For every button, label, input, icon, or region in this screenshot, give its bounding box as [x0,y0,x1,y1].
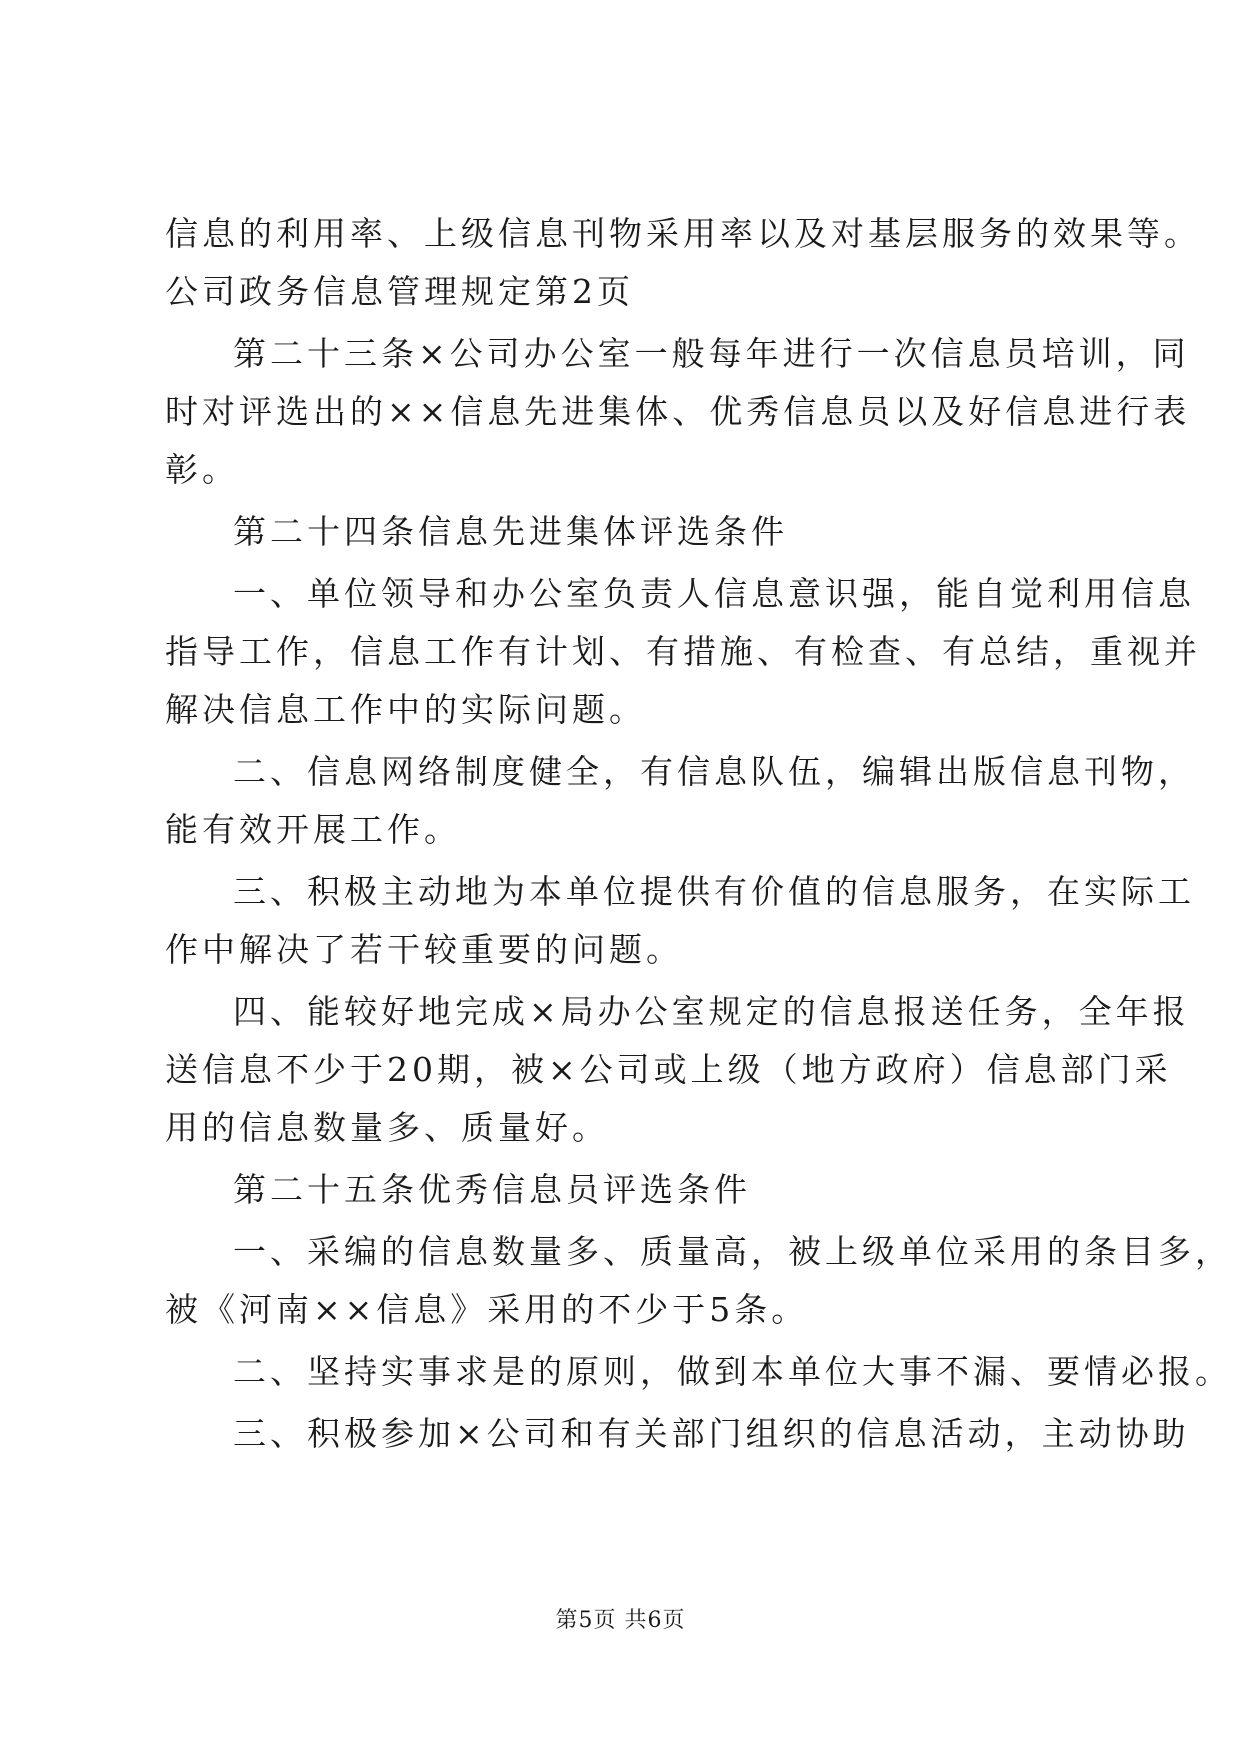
article-23-line: 第二十三条×公司办公室一般每年进行一次信息员培训，同 [233,334,1190,373]
article-24-heading: 第二十四条信息先进集体评选条件 [233,512,788,551]
paragraph-line: 时对评选出的××信息先进集体、优秀信息员以及好信息进行表 [165,392,1191,431]
paragraph-line: 能有效开展工作。 [165,810,461,849]
criterion-2-line: 二、信息网络制度健全，有信息队伍，编辑出版信息刊物， [233,752,1195,791]
paragraph-line: 送信息不少于20期，被×公司或上级（地方政府）信息部门采 [165,1050,1172,1089]
document-body [165,205,1232,1463]
paragraph-line: 彰。 [165,450,239,489]
criterion-2-line: 二、坚持实事求是的原则，做到本单位大事不漏、要情必报。 [233,1352,1232,1391]
paragraph-line: 被《河南××信息》采用的不少于5条。 [165,1290,809,1329]
paragraph-line: 指导工作，信息工作有计划、有措施、有检查、有总结，重视并 [165,632,1201,671]
article-25-heading: 第二十五条优秀信息员评选条件 [233,1170,751,1209]
paragraph-line: 解决信息工作中的实际问题。 [165,690,646,729]
page-footer: 第5页 共6页 [555,1608,686,1633]
paragraph-line: 用的信息数量多、质量好。 [165,1108,609,1147]
criterion-1-line: 一、单位领导和办公室负责人信息意识强，能自觉利用信息 [233,574,1195,613]
criterion-3-line: 三、积极主动地为本单位提供有价值的信息服务，在实际工 [233,872,1195,911]
criterion-4-line: 四、能较好地完成×局办公室规定的信息报送任务，全年报 [233,992,1190,1031]
criterion-3-line: 三、积极参加×公司和有关部门组织的信息活动，主动协助 [233,1414,1190,1453]
paragraph-line: 信息的利用率、上级信息刊物采用率以及对基层服务的效果等。 [165,214,1201,253]
paragraph-line: 作中解决了若干较重要的问题。 [165,930,683,969]
criterion-1-line: 一、采编的信息数量多、质量高，被上级单位采用的条目多， [233,1232,1232,1271]
page-heading-line: 公司政务信息管理规定第2页 [165,272,634,311]
